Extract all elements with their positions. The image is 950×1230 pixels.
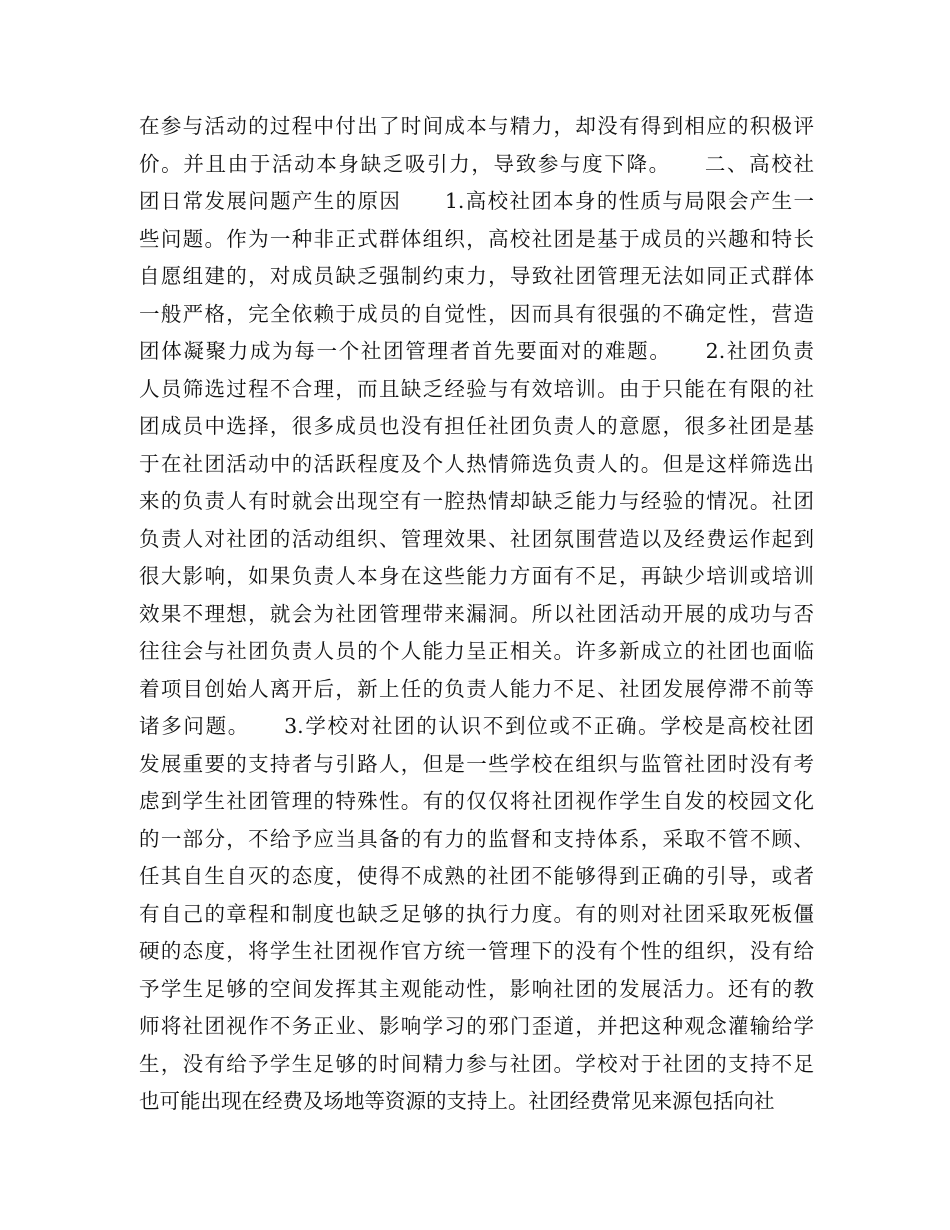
- text-line-7: 团体凝聚力成为每一个社团管理者首先要面对的难题。 2.社团负责: [139, 339, 814, 363]
- text-line-10: 于在社团活动中的活跃程度及个人热情筛选负责人的。但是这样筛选出: [139, 451, 814, 476]
- text-line-5: 自愿组建的，对成员缺乏强制约束力，导致社团管理无法如同正式群体: [139, 264, 814, 288]
- text-line-25: 师将社团视作不务正业、影响学习的邪门歪道，并把这种观念灌输给学: [139, 1014, 814, 1038]
- text-line-19: 虑到学生社团管理的特殊性。有的仅仅将社团视作学生自发的校园文化: [139, 789, 814, 813]
- text-line-9: 团成员中选择，很多成员也没有担任社团负责人的意愿，很多社团是基: [139, 414, 814, 438]
- text-line-22: 有自己的章程和制度也缺乏足够的执行力度。有的则对社团采取死板僵: [139, 901, 814, 926]
- text-line-13: 很大影响，如果负责人本身在这些能力方面有不足，再缺少培训或培训: [139, 564, 814, 588]
- text-line-4: 些问题。作为一种非正式群体组织，高校社团是基于成员的兴趣和特长: [139, 226, 814, 251]
- text-line-15: 往往会与社团负责人员的个人能力呈正相关。许多新成立的社团也面临: [139, 639, 814, 663]
- text-line-11: 来的负责人有时就会出现空有一腔热情却缺乏能力与经验的情况。社团: [139, 489, 814, 513]
- text-line-21: 任其自生自灭的态度，使得不成熟的社团不能够得到正确的引导，或者: [139, 864, 814, 888]
- text-line-1: 在参与活动的过程中付出了时间成本与精力，却没有得到相应的积极评: [139, 114, 814, 138]
- text-line-20: 的一部分，不给予应当具备的有力的监督和支持体系，采取不管不顾、: [139, 826, 814, 851]
- text-line-26: 生，没有给予学生足够的时间精力参与社团。学校对于社团的支持不足: [139, 1051, 814, 1076]
- text-line-16: 着项目创始人离开后，新上任的负责人能力不足、社团发展停滞不前等: [139, 676, 814, 701]
- text-line-6: 一般严格，完全依赖于成员的自觉性，因而具有很强的不确定性，营造: [139, 301, 814, 326]
- body-text: [139, 108, 814, 1121]
- text-line-8: 人员筛选过程不合理，而且缺乏经验与有效培训。由于只能在有限的社: [139, 376, 814, 401]
- text-line-12: 负责人对社团的活动组织、管理效果、社团氛围营造以及经费运作起到: [139, 526, 814, 551]
- text-line-27: 也可能出现在经费及场地等资源的支持上。社团经费常见来源包括向社: [139, 1089, 775, 1113]
- text-line-2: 价。并且由于活动本身缺乏吸引力，导致参与度下降。 二、高校社: [139, 151, 814, 176]
- text-line-14: 效果不理想，就会为社团管理带来漏洞。所以社团活动开展的成功与否: [139, 601, 814, 626]
- text-line-23: 硬的态度，将学生社团视作官方统一管理下的没有个性的组织，没有给: [139, 939, 814, 963]
- text-line-3: 团日常发展问题产生的原因 1.高校社团本身的性质与局限会产生一: [139, 189, 814, 213]
- text-line-24: 予学生足够的空间发挥其主观能动性，影响社团的发展活力。还有的教: [139, 976, 814, 1001]
- text-line-17: 诸多问题。 3.学校对社团的认识不到位或不正确。学校是高校社团: [139, 714, 814, 738]
- text-line-18: 发展重要的支持者与引路人，但是一些学校在组织与监管社团时没有考: [139, 751, 814, 776]
